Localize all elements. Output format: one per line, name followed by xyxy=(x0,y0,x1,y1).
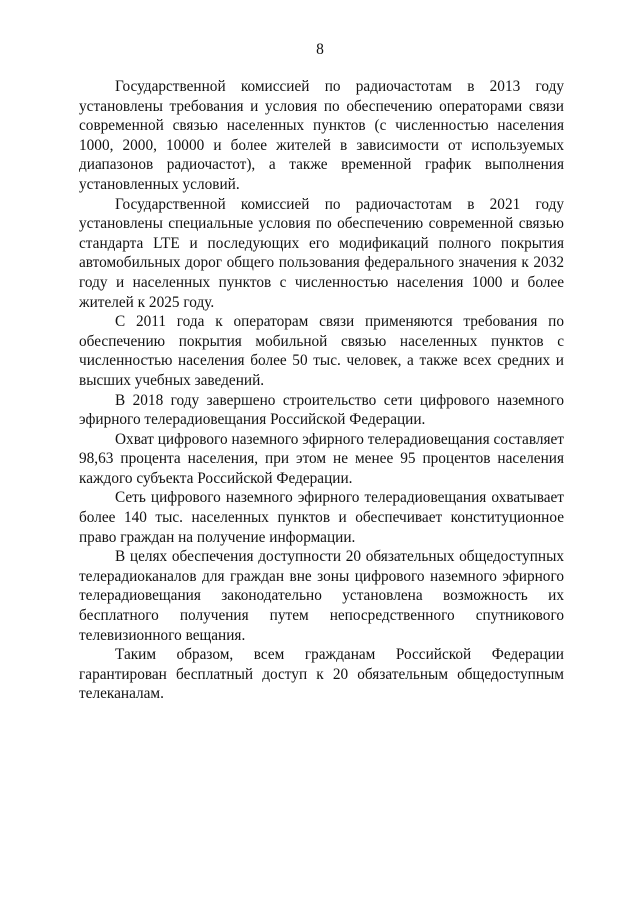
paragraph-satellite-access: В целях обеспечения доступности 20 обязательных общедоступных телерадиоканалов для граждан вне зоны цифрового наземного эфирного телерадиовещания законодательно установлена возможность их бесплатного получения путем непосредственного спутникового телевизионного вещания. xyxy=(79,548,564,644)
document-body xyxy=(79,77,564,704)
paragraph-network-settlements: Сеть цифрового наземного эфирного телерадиовещания охватывает более 140 тыс. населенных пунктов и обеспечивает конституционное право граждан на получение информации. xyxy=(79,489,564,546)
paragraph-radio-commission-2013: Государственной комиссией по радиочастотам в 2013 году установлены требования и условия по обеспечению операторами связи современной связью населенных пунктов (с численностью населения 1000, 2000, 10000 и более жителей в зависимости от используемых диапазонов радиочастот), а также временной график выполнения установленных условий. xyxy=(79,78,564,193)
paragraph-mobile-coverage-2011: С 2011 года к операторам связи применяются требования по обеспечению покрытия мобильной связью населенных пунктов с численностью населения более 50 тыс. человек, а также всех средних и высших учебных заведений. xyxy=(79,313,564,389)
paragraph-conclusion: Таким образом, всем гражданам Российской Федерации гарантирован бесплатный доступ к 20 обязательным общедоступным телеканалам. xyxy=(79,646,564,703)
page-number: 8 xyxy=(316,41,324,58)
paragraph-broadcast-coverage: Охват цифрового наземного эфирного телерадиовещания составляет 98,63 процента населения, при этом не менее 95 процентов населения каждого субъекта Российской Федерации. xyxy=(79,430,564,487)
paragraph-radio-commission-2021: Государственной комиссией по радиочастотам в 2021 году установлены специальные условия по обеспечению современной связью стандарта LTE и последующих его модификаций полного покрытия автомобильных дорог общего пользования федерального значения к 2032 году и населенных пунктов с численностью населения 1000 и более жителей к 2025 году. xyxy=(79,195,564,311)
paragraph-digital-network-2018: В 2018 году завершено строительство сети цифрового наземного эфирного телерадиовещания Российской Федерации. xyxy=(79,391,564,429)
